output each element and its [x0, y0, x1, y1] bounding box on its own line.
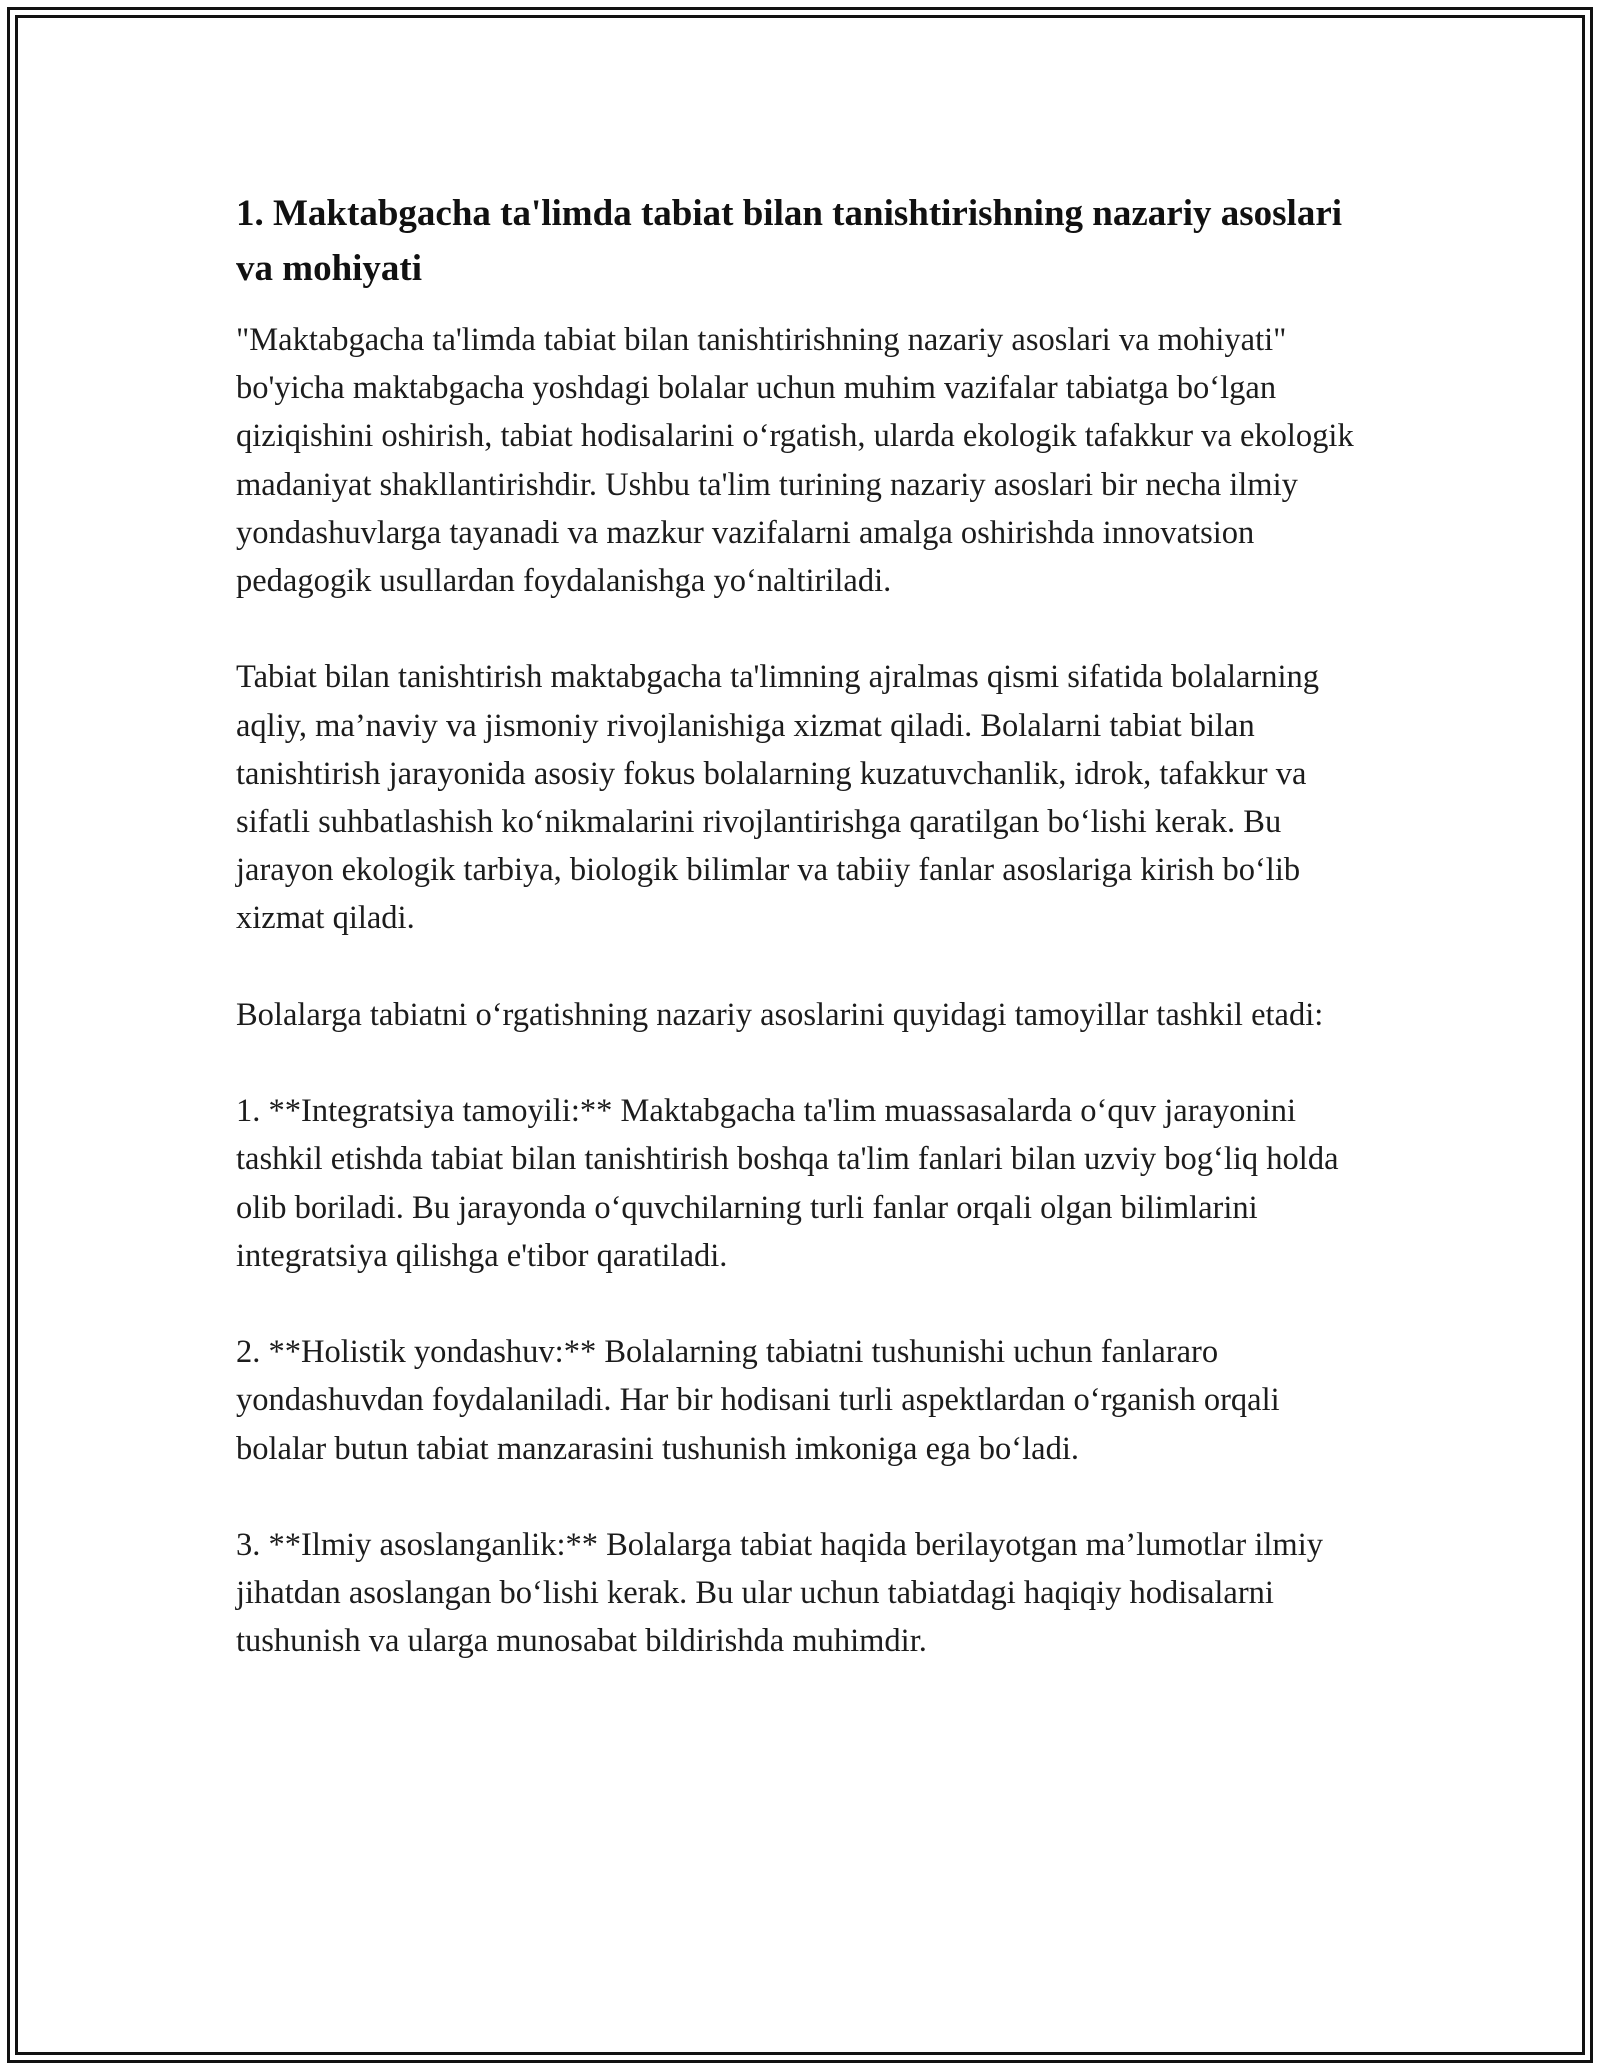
paragraph-intro: "Maktabgacha ta'limda tabiat bilan tanishtirishning nazariy asoslari va mohiyati" bo'yicha maktabgacha yoshdagi bolalar uchun muhim vazifalar tabiatga bo‘lgan qiziqishini oshirish, tabiat hodisalarini o‘rgatish, ularda ekologik tafakkur va ekologik madaniyat shakllantirishdir. Ushbu ta'lim turining nazariy asoslari bir necha ilmiy yondashuvlarga tayanadi va mazkur vazifalarni amalga oshirishda innovatsion pedagogik usullardan foydalanishga yo‘naltiriladi.	[236, 322, 1354, 600]
section-heading: 1. Maktabgacha ta'limda tabiat bilan tanishtirishning nazariy asoslari va mohiyati	[236, 193, 1343, 289]
paragraph-role: Tabiat bilan tanishtirish maktabgacha ta'limning ajralmas qismi sifatida bolalarning aqliy, ma’naviy va jismoniy rivojlanishiga xizmat qiladi. Bolalarni tabiat bilan tanishtirish jarayonida asosiy fokus bolalarning kuzatuvchanlik, idrok, tafakkur va sifatli suhbatlashish ko‘nikmalarini rivojlantirishga qaratilgan bo‘lishi kerak. Bu jarayon ekologik tarbiya, biologik bilimlar va tabiiy fanlar asoslariga kirish bo‘lib xizmat qiladi.	[236, 659, 1320, 937]
principle-scientific: 3. **Ilmiy asoslanganlik:** Bolalarga tabiat haqida berilayotgan ma’lumotlar ilmiy jihatdan asoslangan bo‘lishi kerak. Bu ular uchun tabiatdagi haqiqiy hodisalarni tushunish va ularga munosabat bildirishda muhimdir.	[236, 1527, 1323, 1660]
paragraph-principles-intro: Bolalarga tabiatni o‘rgatishning nazariy asoslarini quyidagi tamoyillar tashkil etadi:	[236, 996, 1324, 1033]
document-body	[236, 186, 1366, 1714]
principle-integration: 1. **Integratsiya tamoyili:** Maktabgacha ta'lim muassasalarda o‘quv jarayonini tashkil etishda tabiat bilan tanishtirish boshqa ta'lim fanlari bilan uzviy bog‘liq holda olib boriladi. Bu jarayonda o‘quvchilarning turli fanlar orqali olgan bilimlarini integratsiya qilishga e'tibor qaratiladi.	[236, 1093, 1339, 1274]
principle-holistic: 2. **Holistik yondashuv:** Bolalarning tabiatni tushunishi uchun fanlararo yondashuvdan foydalaniladi. Har bir hodisani turli aspektlardan o‘rganish orqali bolalar butun tabiat manzarasini tushunish imkoniga ega bo‘ladi.	[236, 1334, 1280, 1467]
